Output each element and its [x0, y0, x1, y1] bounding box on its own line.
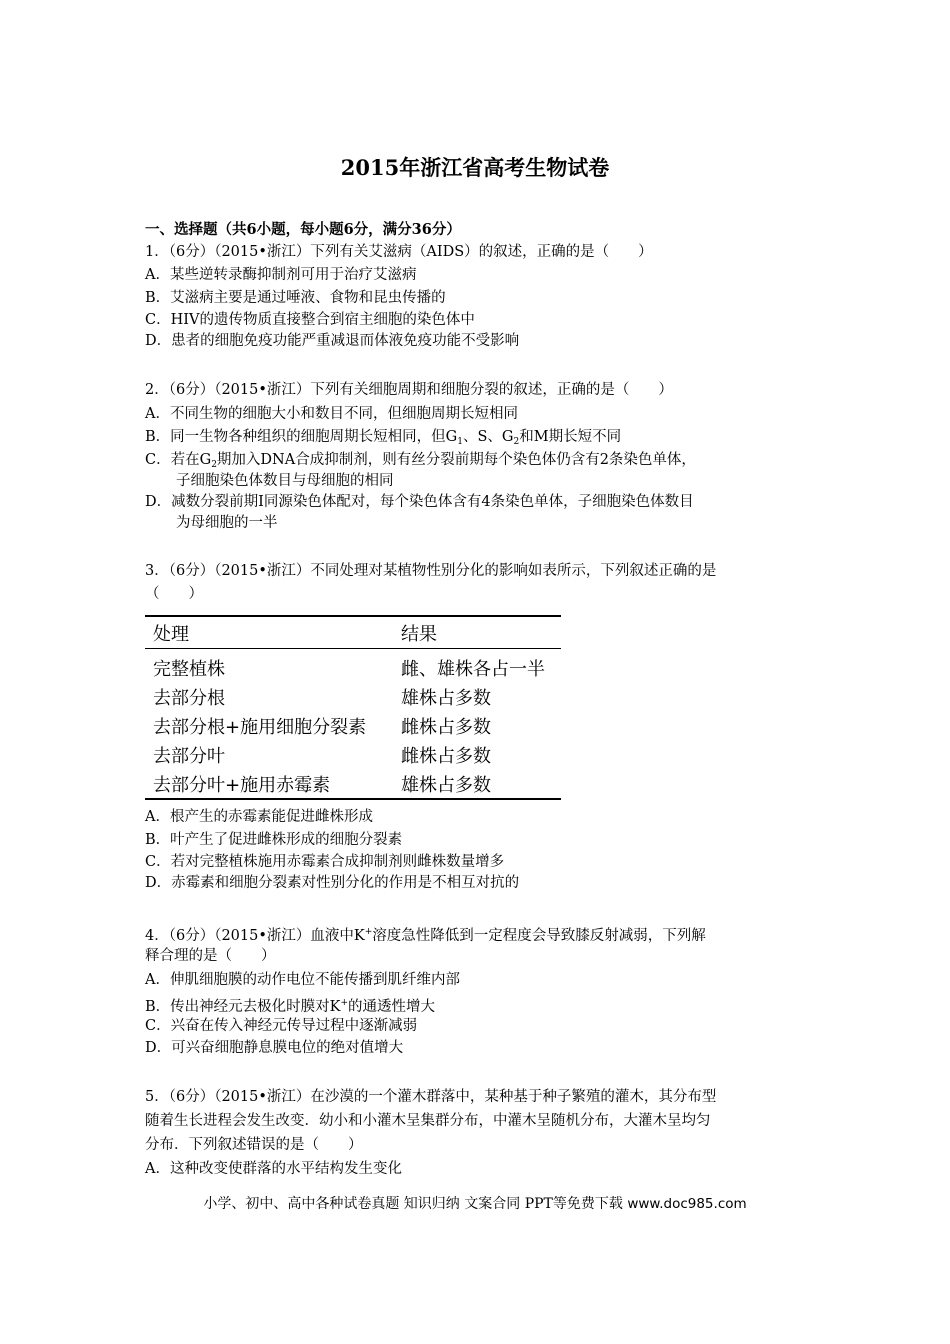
table-row [145, 740, 561, 769]
q3-stem-cont: （ ） [145, 586, 203, 602]
table-cell: 去部分根 [153, 687, 225, 709]
q2-stem: 2．（6分）（2015•浙江）下列有关细胞周期和细胞分裂的叙述，正确的是（ ） [145, 382, 673, 398]
table-cell: 去部分叶+施用赤霉素 [153, 774, 331, 796]
q4-option-c: C．兴奋在传入神经元传导过程中逐渐减弱 [145, 1018, 418, 1034]
table-row [145, 649, 561, 683]
q2-option-b: B．同一生物各种组织的细胞周期长短相同，但$G_1$、S、$G_2$和M期长短不同 [145, 429, 622, 447]
q3-option-b: B．叶产生了促进雌株形成的细胞分裂素 [145, 832, 403, 848]
page-title: 2015年浙江省高考生物试卷 [340, 155, 610, 180]
q2-option-d: D．减数分裂前期Ⅰ同源染色体配对，每个染色体含有4条染色单体，子细胞染色体数目 [145, 494, 694, 510]
table-cell: 去部分根+施用细胞分裂素 [153, 716, 367, 738]
q3-stem: 3．（6分）（2015•浙江）不同处理对某植物性别分化的影响如表所示，下列叙述正确的是 [145, 563, 717, 579]
table-header-treatment: 处理 [153, 623, 189, 645]
q2-option-a: A．不同生物的细胞大小和数目不同，但细胞周期长短相同 [145, 406, 518, 422]
table-cell: 雌株占多数 [401, 716, 491, 738]
q5-stem: 5．（6分）（2015•浙江）在沙漠的一个灌木群落中，某种基于种子繁殖的灌木，其分布型 [145, 1089, 717, 1105]
footer-url[interactable]: www.doc985.com [627, 1196, 747, 1212]
table-row [145, 682, 561, 711]
table-row [145, 711, 561, 740]
q5-option-a: A．这种改变使群落的水平结构发生变化 [145, 1161, 402, 1177]
table-header-row [145, 616, 561, 649]
table-cell: 雌株占多数 [401, 745, 491, 767]
q3-option-a: A．根产生的赤霉素能促进雌株形成 [145, 809, 373, 825]
q1-option-c: C．HIV的遗传物质直接整合到宿主细胞的染色体中 [145, 312, 475, 328]
q4-stem-cont: 释合理的是（ ） [145, 948, 276, 964]
q5-stem-cont2: 分布．下列叙述错误的是（ ） [145, 1137, 363, 1153]
q2-option-c-cont: 子细胞染色体数目与母细胞的相同 [176, 473, 394, 489]
table-row [145, 769, 561, 799]
q4-option-d: D．可兴奋细胞静息膜电位的绝对值增大 [145, 1040, 404, 1056]
q3-option-d: D．赤霉素和细胞分裂素对性别分化的作用是不相互对抗的 [145, 875, 520, 891]
q5-stem-cont: 随着生长进程会发生改变．幼小和小灌木呈集群分布，中灌木呈随机分布，大灌木呈均匀 [145, 1113, 711, 1129]
table-cell: 去部分叶 [153, 745, 225, 767]
q2-option-d-cont: 为母细胞的一半 [176, 515, 278, 531]
table-cell: 雄株占多数 [401, 774, 491, 796]
q1-stem: 1．（6分）（2015•浙江）下列有关艾滋病（AIDS）的叙述，正确的是（ ） [145, 244, 653, 260]
section-heading: 一、选择题（共6小题，每小题6分，满分36分） [145, 221, 461, 238]
table-cell: 雄株占多数 [401, 687, 491, 709]
table-cell: 雌、雄株各占一半 [401, 658, 545, 680]
page-footer [0, 1193, 950, 1213]
table-header-result: 结果 [401, 623, 437, 645]
q4-option-a: A．伸肌细胞膜的动作电位不能传播到肌纤维内部 [145, 972, 460, 988]
q1-option-a: A．某些逆转录酶抑制剂可用于治疗艾滋病 [145, 267, 417, 283]
table-cell: 完整植株 [153, 658, 225, 680]
treatment-result-table [145, 615, 561, 800]
q2-option-c: C．若在$G_2$期加入DNA合成抑制剂，则有丝分裂前期每个染色体仍含有2条染色单体， [145, 452, 696, 470]
q1-option-b: B．艾滋病主要是通过唾液、食物和昆虫传播的 [145, 290, 446, 306]
q1-option-d: D．患者的细胞免疫功能严重减退而体液免疫功能不受影响 [145, 333, 520, 349]
q4-option-b: B．传出神经元去极化时膜对K+的通透性增大 [145, 998, 436, 1015]
footer-text: 小学、初中、高中各种试卷真题 知识归纳 文案合同 PPT等免费下载 [203, 1196, 628, 1212]
q4-stem: 4．（6分）（2015•浙江）血液中K+溶度急性降低到一定程度会导致膝反射减弱，下列解 [145, 927, 706, 944]
q3-option-c: C．若对完整植株施用赤霉素合成抑制剂则雌株数量增多 [145, 854, 505, 870]
